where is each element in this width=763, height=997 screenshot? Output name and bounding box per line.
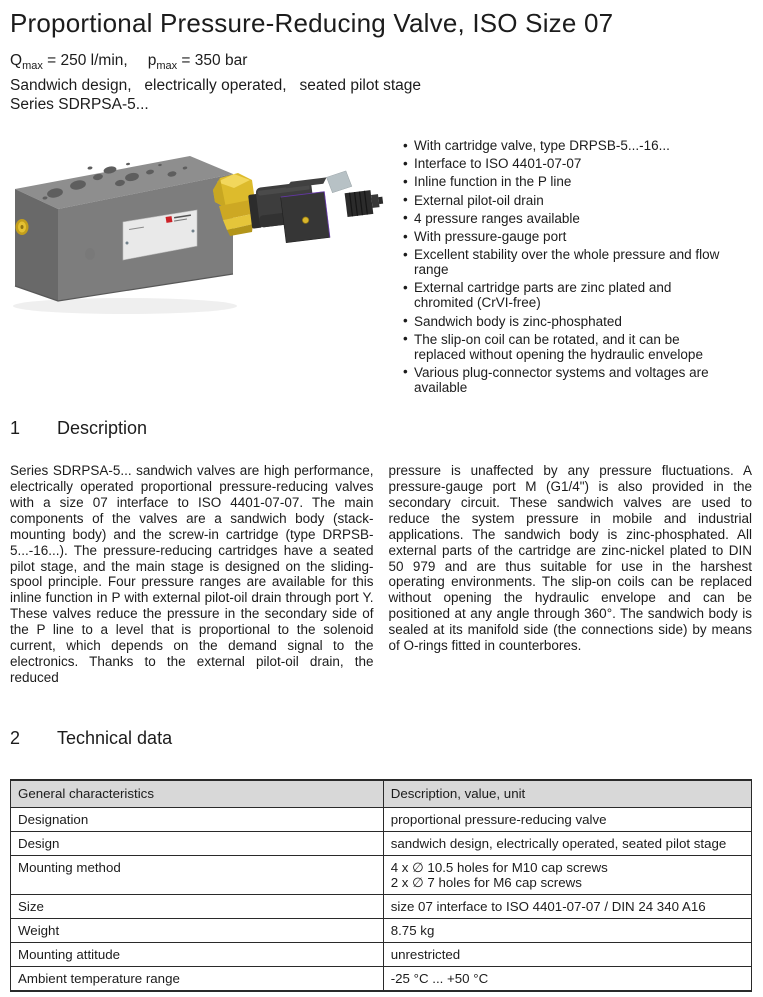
qmax-spec	[10, 52, 128, 73]
page-title: Proportional Pressure-Reducing Valve, ISO Size 07	[10, 8, 614, 38]
feature-list	[402, 138, 732, 404]
connector-screw	[302, 217, 309, 224]
pmax-subscript: max	[156, 60, 178, 73]
side-plug	[16, 219, 29, 235]
feature-item: • External pilot-oil drain	[402, 193, 732, 208]
section-number-description: 1	[10, 418, 21, 439]
value-cell: proportional pressure-reducing valve	[383, 807, 751, 831]
section-title-technical: Technical data	[57, 727, 173, 748]
feature-item: • Inline function in the P line	[402, 174, 732, 189]
pmax-symbol: p	[147, 52, 157, 69]
intro-row	[10, 138, 752, 404]
table-row	[11, 831, 752, 855]
feature-item: • External cartridge parts are zinc plated and chromited (CrVI-free)	[402, 280, 732, 310]
spec-line	[10, 51, 752, 76]
description-body	[10, 463, 752, 686]
feature-item: • 4 pressure ranges available	[402, 211, 732, 226]
value-cell: -25 °C ... +50 °C	[383, 966, 751, 991]
series-line: Series SDRPSA-5...	[10, 96, 149, 114]
table-row	[11, 855, 752, 894]
design-line: Sandwich design, electrically operated, seated pilot stage	[10, 77, 421, 95]
table-row	[11, 894, 752, 918]
sandwich-block	[15, 156, 233, 301]
characteristic-cell: Designation	[11, 807, 384, 831]
feature-item: • With cartridge valve, type DRPSB-5...-16...	[402, 138, 732, 153]
value-cell: unrestricted	[383, 942, 751, 966]
table-row	[11, 942, 752, 966]
feature-item: • Interface to ISO 4401-07-07	[402, 156, 732, 171]
feature-item: • Various plug-connector systems and voltages are available	[402, 365, 732, 395]
solenoid-assembly	[247, 167, 387, 247]
column-header-description-value-unit: Description, value, unit	[383, 780, 751, 808]
section-number-technical: 2	[10, 727, 21, 748]
feature-item: • The slip-on coil can be rotated, and it can be replaced without opening the hydraulic envelope	[402, 332, 732, 362]
feature-item: • Excellent stability over the whole pressure and flow range	[402, 247, 732, 277]
valve-illustration	[10, 138, 402, 404]
threaded-end	[345, 190, 374, 217]
valve-photo	[10, 138, 402, 404]
column-header-general-characteristics: General characteristics	[11, 780, 384, 808]
shadow	[13, 298, 237, 314]
characteristic-cell: Ambient temperature range	[11, 966, 384, 991]
connector-cap	[326, 171, 352, 194]
pmax-spec	[147, 52, 248, 73]
value-cell: size 07 interface to ISO 4401-07-07 / DIN 24 340 A16	[383, 894, 751, 918]
characteristic-cell: Weight	[11, 918, 384, 942]
feature-item: • Sandwich body is zinc-phosphated	[402, 314, 732, 329]
tech-table-body	[11, 807, 752, 991]
value-cell: 8.75 kg	[383, 918, 751, 942]
section-heading-description	[10, 418, 752, 439]
qmax-symbol: Q	[10, 52, 23, 69]
section-heading-technical-data	[10, 728, 752, 749]
qmax-value: = 250 l/min,	[42, 52, 128, 69]
table-row	[11, 966, 752, 991]
technical-data-table	[10, 779, 752, 992]
characteristic-cell: Mounting attitude	[11, 942, 384, 966]
characteristic-cell: Size	[11, 894, 384, 918]
value-cell: 4 x ∅ 10.5 holes for M10 cap screws 2 x ∅ 7 holes for M6 cap screws	[383, 855, 751, 894]
description-column-right: pressure is unaffected by any pressure fluctuations. A pressure-gauge port M (G1/4") is also provided in the secondary circuit. These sandwich valves are used to reduce the system pressure in mobile and industrial applications. The sandwich body is zinc-phosphated. All external parts of the cartridge are zinc-nickel plated to DIN 50 979 and are thus suitable for use in the harshest operating environments. The slip-on coils can be replaced without opening the hydraulic envelope and can be positioned at any angle through 360°. The sandwich body is sealed at its manifold side (the connections side) by means of O-rings fitted in counterbores.	[388, 463, 752, 654]
brand-logo-icon	[166, 216, 173, 223]
characteristic-cell: Mounting method	[11, 855, 384, 894]
value-cell: sandwich design, electrically operated, seated pilot stage	[383, 831, 751, 855]
table-row	[11, 807, 752, 831]
qmax-subscript: max	[22, 60, 43, 73]
characteristic-cell: Design	[11, 831, 384, 855]
section-title-description: Description	[57, 418, 148, 439]
pmax-value: = 350 bar	[177, 52, 248, 69]
table-row	[11, 918, 752, 942]
description-column-left: Series SDRPSA-5... sandwich valves are high performance, electrically operated proportional pressure-reducing valves with a size 07 interface to ISO 4401-07-07. The main components of the valves are a sandwich body (stack-mounting body) and the screw-in cartridge (type DRPSB-5...-16...). The pressure-reducing cartridges have a seated pilot stage, and the main stage is designed on the sliding-spool principle. Four pressure ranges are available for this inline function in P with external pilot-oil drain through port Y. These valves reduce the pressure in the secondary side of the P line to a level that is proportional to the solenoid current, which depends on the demand signal to the electronics. Thanks to the external pilot-oil drain, the reduced	[10, 463, 374, 685]
feature-item: • With pressure-gauge port	[402, 229, 732, 244]
table-header-row	[11, 780, 752, 808]
front-port	[85, 248, 95, 260]
